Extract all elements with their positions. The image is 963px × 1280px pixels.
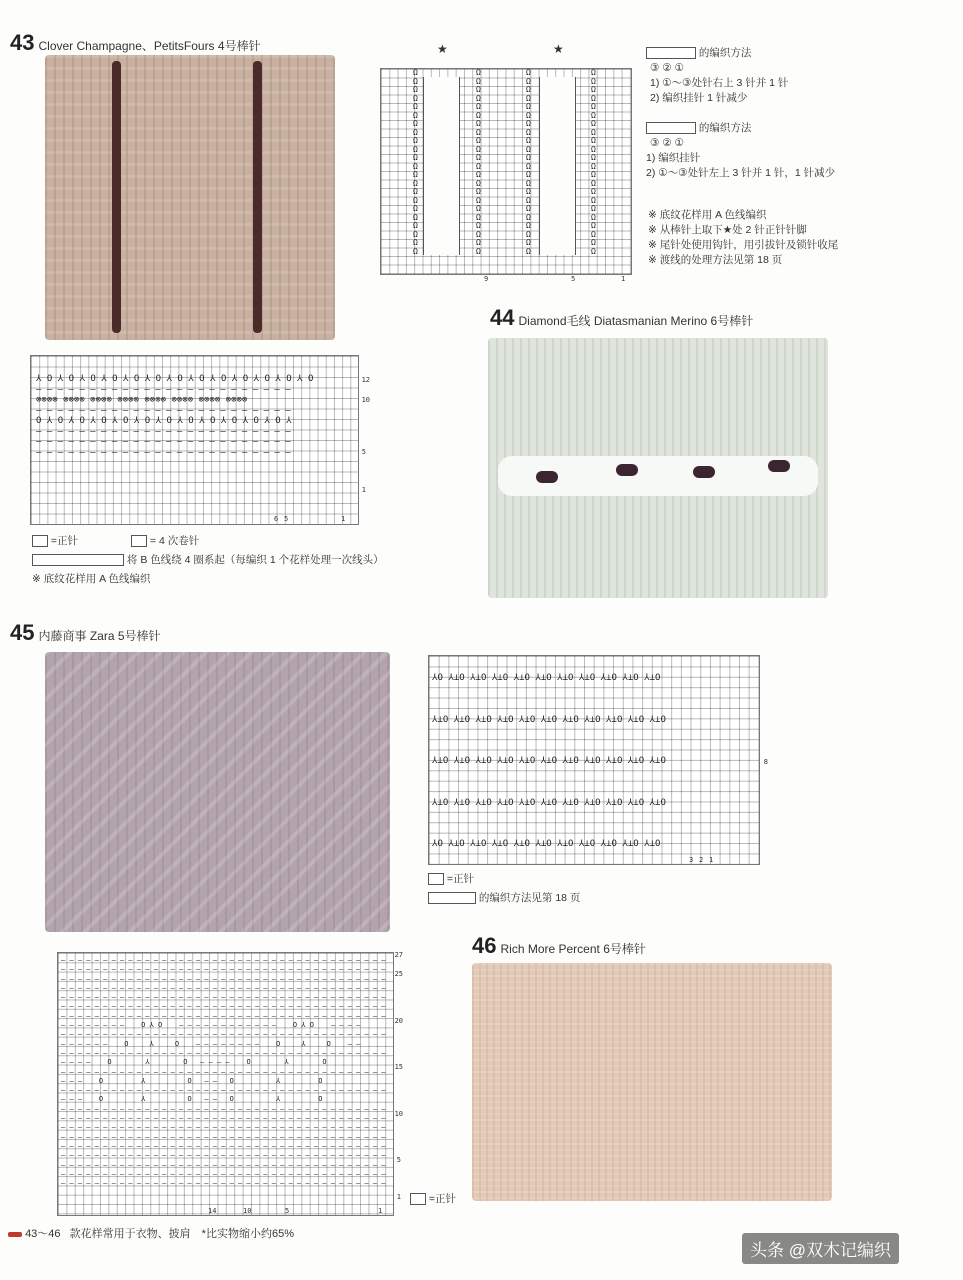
row-number: 27 xyxy=(394,951,403,959)
column-number: 1 xyxy=(709,856,714,864)
knit-stitch-icon xyxy=(428,873,444,885)
knitting-chart-43 xyxy=(380,68,632,283)
chart-symbols: Ω Ω Ω Ω Ω Ω Ω Ω Ω Ω Ω Ω Ω Ω Ω Ω Ω Ω Ω Ω Ω Ω xyxy=(413,68,418,256)
pattern-43-legend: =正针 = 4 次卷针 将 B 色线绕 4 圈系起（每编织 1 个花样处理一次线头） ※ 底纹花样用 A 色线编织 xyxy=(32,535,384,585)
chart-symbols: ⅄ Ο ⅄ Ο ⅄ Ο ⅄ Ο ⅄ Ο ⅄ Ο ⅄ Ο ⅄ Ο ⅄ Ο ⅄ Ο ⅄ Ο ⅄ Ο ⅄ Ο — — — — — — — — — — — — — — — — — — — — — — — — ⊗⊗⊗⊗ ⊗⊗⊗⊗ ⊗⊗⊗⊗ ⊗⊗⊗⊗ ⊗⊗⊗⊗ ⊗⊗⊗⊗ ⊗⊗⊗⊗ ⊗⊗⊗⊗ — — — — — — — — — — — — — — — — — — — — — — — — Ο ⅄ Ο ⅄ Ο ⅄ Ο ⅄ Ο ⅄ Ο ⅄ Ο ⅄ Ο ⅄ Ο ⅄ Ο ⅄ Ο ⅄ Ο ⅄ — — — — — — — — — — — — — — — — — — — — — — — — — — — — — — — — — — — — — — — — — — — — — — — — — — — — — — — — — — — — — — — — — — — — — — — — xyxy=(36,374,314,458)
chart-symbols: Ω Ω Ω Ω Ω Ω Ω Ω Ω Ω Ω Ω Ω Ω Ω Ω Ω Ω Ω Ω Ω Ω xyxy=(526,68,531,256)
arrow-icon xyxy=(8,1232,22,1237)
column-number: 9 xyxy=(484,275,489,283)
knitting-chart-43b xyxy=(30,355,370,525)
pattern-number: 44 xyxy=(490,305,515,330)
open-column xyxy=(539,77,576,255)
knitting-chart-45 xyxy=(428,655,768,865)
column-number: 1 xyxy=(621,275,626,283)
row-number: 5 xyxy=(396,1156,401,1164)
footer-text: 款花样常用于衣物、披肩 xyxy=(69,1228,191,1240)
row-number: 15 xyxy=(394,1063,403,1071)
pattern-46-header xyxy=(472,933,646,959)
row-number: 5 xyxy=(361,448,366,456)
knit-stitch-icon xyxy=(410,1193,426,1205)
column-number: 5 xyxy=(571,275,576,283)
row-number: 1 xyxy=(361,486,366,494)
yarn-info: 内藤商事 Zara 5号棒针 xyxy=(38,629,161,643)
column-number: 2 xyxy=(699,856,704,864)
row-number: 12 xyxy=(361,376,370,384)
column-number: 1 xyxy=(378,1207,383,1215)
method-2: 的编织方法 ③ ② ① 1) 编织挂针 2) ①～③处针左上 3 针并 1 针，1 针减少 xyxy=(646,122,836,179)
column-number: 5 xyxy=(284,515,289,523)
wrap-stitch-icon xyxy=(131,535,147,547)
column-number: 6 xyxy=(274,515,279,523)
row-number: 10 xyxy=(394,1110,403,1118)
decrease-symbol-icon xyxy=(646,122,696,134)
chart-symbols: — — — — — — — — — — — — — — — — — — — — — — — — — — — — — — — — — — — — — — — — — — — — — — — — — — — — — — — — — — — — — — — — — — — — — — — — — — — — — — — — — — — — — — — — — — — — — — — — — — — — — — — — — — — — — — — — — — — — — — — — — — — — — — — — — — — — — — — — — — — — — — — — — — — — — — — — — — — — — — — — — — — — — — — — — — — — — — — — — — — — — — — — — — — — — — — — — — — — — — — — — — — — — — — — — — — — — — — — — — — — — — — — — — — — — — — — — — — — — — — — — — — — — — — — — — — — — — — — — — — — — — — — — — — — — — — — — — — — — — — — — Ο ⅄ Ο — — — — — — — — — — — — Ο ⅄ Ο — — — — — — — — — — — — — — — — — — — — — — — — — — — — — — — — — — — — — — — — — — — — — — — — — Ο ⅄ Ο — — — — — — — — Ο ⅄ Ο — — — — — — — — — — — — — — — — — — — — — — — — — — — — — — — — — — — — — — — — — — — — — Ο ⅄ Ο — — — — Ο ⅄ Ο — — — — — — — — — — — — — — — — — — — — — — — — — — — — — — — — — — — — — — — — — — Ο ⅄ Ο — — Ο ⅄ Ο — — — — — — — — — — — — — — — — — — — — — — — — — — — — — — — — — — — — — — — — — — Ο ⅄ Ο — — Ο ⅄ Ο — — — — — — — — — — — — — — — — — — — — — — — — — — — — — — — — — — — — — — — — — — — — — — — — — — — — — — — — — — — — — — — — — — — — — — — — — — — — — — — — — — — — — — — — — — — — — — — — — — — — — — — — — — — — — — — — — — — — — — — — — — — — — — — — — — — — — — — — — — — — — — — — — — — — — — — — — — — — — — — — — — — — — — — — — — — — — — — — — — — — — — — — — — — — — — — — — — — — — — — — — — — — — — — — — — — — — — — — — — — — — — — — — — — — — — — — — — — — — — — — — — — — — — — — — — — — — — — — — — — — — — — — — — — — — — — — — — — — — — — — — — — — — — — — — — — — — — — — — — — — — — — — — — — — — — — — — — — — — — — — — — — — — — — — — — — — — — — — — — — — — — — — — — — — — — — xyxy=(61,956,386,1188)
open-column xyxy=(423,77,460,255)
page-footer xyxy=(8,1225,294,1241)
yarn-info: Rich More Percent 6号棒针 xyxy=(500,942,646,956)
chart-symbols: ⅄Ο ⅄⊥Ο ⅄⊥Ο ⅄⊥Ο ⅄⊥Ο ⅄⊥Ο ⅄⊥Ο ⅄⊥Ο ⅄⊥Ο ⅄⊥Ο ⅄⊥Ο ⅄⊥Ο ⅄⊥Ο ⅄⊥Ο ⅄⊥Ο ⅄⊥Ο ⅄⊥Ο ⅄⊥Ο ⅄⊥Ο ⅄⊥Ο ⅄⊥Ο ⅄⊥Ο ⅄⊥Ο ⅄⊥Ο ⅄⊥Ο ⅄⊥Ο ⅄⊥Ο ⅄⊥Ο ⅄⊥Ο ⅄⊥Ο ⅄⊥Ο ⅄⊥Ο ⅄⊥Ο ⅄⊥Ο ⅄⊥Ο ⅄⊥Ο ⅄⊥Ο ⅄⊥Ο ⅄⊥Ο ⅄⊥Ο ⅄⊥Ο ⅄⊥Ο ⅄⊥Ο ⅄⊥Ο ⅄Ο ⅄⊥Ο ⅄⊥Ο ⅄⊥Ο ⅄⊥Ο ⅄⊥Ο ⅄⊥Ο ⅄⊥Ο ⅄⊥Ο ⅄⊥Ο ⅄⊥Ο xyxy=(432,673,666,850)
column-number: 10 xyxy=(243,1207,252,1215)
decrease-symbol-icon xyxy=(646,47,696,59)
chart-symbols: Ω Ω Ω Ω Ω Ω Ω Ω Ω Ω Ω Ω Ω Ω Ω Ω Ω Ω Ω Ω Ω Ω xyxy=(591,68,596,256)
row-number: 1 xyxy=(396,1193,401,1201)
star-mark: ★ xyxy=(437,42,448,56)
knit-stitch-icon xyxy=(32,535,48,547)
watermark: 头条 @双木记编织 xyxy=(742,1233,899,1264)
column-number: 14 xyxy=(208,1207,217,1215)
contrast-stripe xyxy=(253,61,262,333)
bead xyxy=(768,460,790,472)
pattern-number: 43 xyxy=(10,30,35,55)
bead xyxy=(693,466,715,478)
column-number: 3 xyxy=(689,856,694,864)
pattern-number: 45 xyxy=(10,620,35,645)
swatch-photo-43 xyxy=(45,55,335,340)
row-number: 20 xyxy=(394,1017,403,1025)
row-number: 8 xyxy=(763,758,768,766)
yarn-info: Clover Champagne、PetitsFours 4号棒针 xyxy=(38,39,261,53)
chart-symbols: Ω Ω Ω Ω Ω Ω Ω Ω Ω Ω Ω Ω Ω Ω Ω Ω Ω Ω Ω Ω Ω Ω xyxy=(476,68,481,256)
swatch-photo-45 xyxy=(45,652,390,932)
bead xyxy=(536,471,558,483)
column-number: 5 xyxy=(285,1207,290,1215)
swatch-photo-44 xyxy=(488,338,828,598)
pattern-45-legend: =正针 的编织方法见第 18 页 xyxy=(428,872,580,906)
pattern-44-header xyxy=(490,305,753,331)
pattern-45-header xyxy=(10,620,161,646)
bead xyxy=(616,464,638,476)
contrast-tie-icon xyxy=(32,554,124,566)
pattern-range: 43～46 xyxy=(25,1228,61,1240)
pattern-43-header xyxy=(10,30,261,56)
pattern-43-notes: ※ 底纹花样用 A 色线编织 ※ 从棒针上取下★处 2 针正针针脚 ※ 尾针处使用钩针，用引拔针及锁针收尾 ※ 渡线的处理方法见第 18 页 xyxy=(648,209,839,266)
pattern-number: 46 xyxy=(472,933,497,958)
pattern-46-legend: =正针 xyxy=(410,1192,456,1207)
stitch-symbol-icon xyxy=(428,892,476,904)
column-number: 1 xyxy=(341,515,346,523)
row-number: 25 xyxy=(394,970,403,978)
contrast-stripe xyxy=(112,61,121,333)
method-1: 的编织方法 ③ ② ① 1) ①～③处针右上 3 针并 1 针 2) 编织挂针 1 针减少 xyxy=(646,46,788,106)
scale-note: *比实物缩小约65% xyxy=(201,1228,294,1240)
yarn-info: Diamond毛线 Diatasmanian Merino 6号棒针 xyxy=(518,314,754,328)
knitting-chart-46 xyxy=(57,951,403,1216)
row-number: 10 xyxy=(361,396,370,404)
swatch-photo-46 xyxy=(472,963,832,1201)
star-mark: ★ xyxy=(553,42,564,56)
